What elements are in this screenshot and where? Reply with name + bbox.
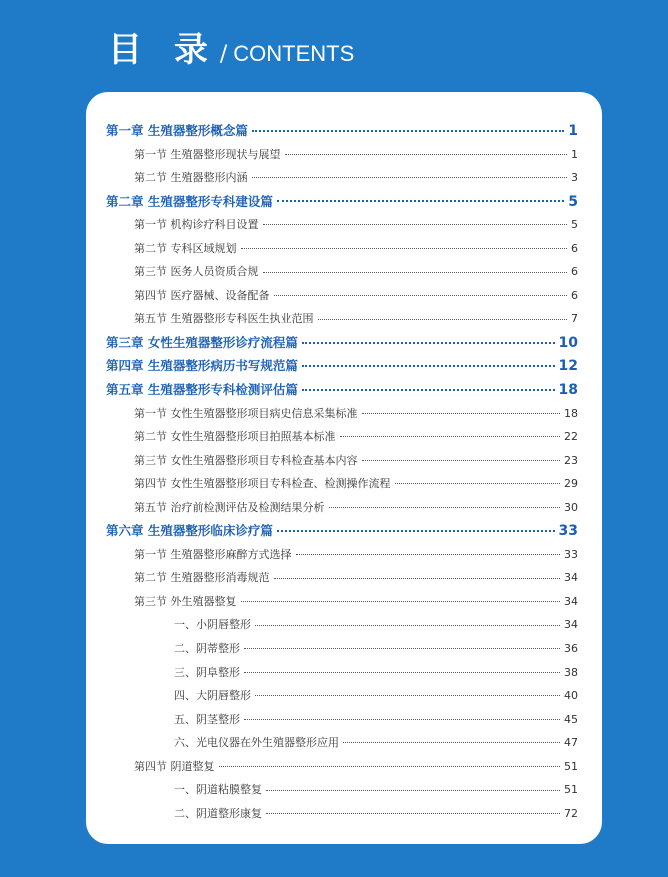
toc-entry-page-number: 23	[564, 453, 578, 467]
toc-entry-sub[interactable]	[106, 731, 578, 755]
dot-leader	[266, 813, 560, 814]
toc-entry-section[interactable]	[106, 213, 578, 237]
toc-entry-page-number: 1	[568, 123, 578, 139]
title-chinese: 目 录	[108, 30, 218, 70]
toc-entry-title: 第三节 女性生殖器整形项目专科检查基本内容	[134, 453, 358, 467]
toc-entry-title: 第一节 生殖器整形现状与展望	[134, 147, 281, 161]
dot-leader	[274, 295, 568, 296]
dot-leader	[241, 248, 568, 249]
dot-leader	[362, 413, 561, 414]
toc-entry-title: 五、阴茎整形	[174, 712, 240, 726]
dot-leader	[219, 766, 561, 767]
toc-entry-section[interactable]	[106, 166, 578, 190]
toc-entry-page-number: 45	[564, 712, 578, 726]
toc-entry-sub[interactable]	[106, 613, 578, 637]
toc-entry-chapter[interactable]	[106, 190, 578, 214]
toc-entry-page-number: 72	[564, 806, 578, 820]
toc-entry-title: 三、阴阜整形	[174, 665, 240, 679]
toc-entry-sub[interactable]	[106, 661, 578, 685]
toc-entry-title: 第五节 生殖器整形专科医生执业范围	[134, 312, 314, 326]
dot-leader	[296, 554, 561, 555]
dot-leader	[241, 601, 561, 602]
dot-leader	[266, 790, 560, 791]
dot-leader	[255, 695, 560, 696]
toc-entry-page-number: 6	[571, 288, 578, 302]
toc-entry-page-number: 12	[558, 358, 578, 375]
toc-entry-title: 六、光电仪器在外生殖器整形应用	[174, 736, 339, 750]
toc-entry-chapter[interactable]	[106, 331, 578, 355]
toc-entry-page-number: 51	[564, 759, 578, 773]
dot-leader	[252, 177, 568, 178]
toc-entry-chapter[interactable]	[106, 378, 578, 402]
toc-entry-title: 第二节 专科区域规划	[134, 241, 237, 255]
toc-entry-page-number: 51	[564, 783, 578, 797]
toc-entry-sub[interactable]	[106, 778, 578, 802]
toc-entry-sub[interactable]	[106, 684, 578, 708]
toc-entry-title: 一、小阴唇整形	[174, 618, 251, 632]
dot-leader	[274, 578, 561, 579]
toc-entry-page-number: 6	[571, 265, 578, 279]
toc-entry-sub[interactable]	[106, 637, 578, 661]
toc-entry-title: 第一节 生殖器整形麻醉方式选择	[134, 547, 292, 561]
toc-entry-title: 第三节 外生殖器整复	[134, 594, 237, 608]
toc-entry-page-number: 22	[564, 430, 578, 444]
dot-leader	[318, 319, 568, 320]
dot-leader	[277, 200, 564, 202]
toc-entry-section[interactable]	[106, 143, 578, 167]
toc-entry-page-number: 5	[571, 218, 578, 232]
toc-entry-title: 第四节 医疗器械、设备配备	[134, 288, 270, 302]
toc-entry-section[interactable]	[106, 496, 578, 520]
toc-entry-title: 第一章 生殖器整形概念篇	[106, 123, 248, 138]
toc-entry-title: 第二节 生殖器整形消毒规范	[134, 571, 270, 585]
toc-entry-section[interactable]	[106, 755, 578, 779]
dot-leader	[343, 742, 560, 743]
dot-leader	[255, 625, 560, 626]
dot-leader	[244, 672, 560, 673]
title-english: CONTENTS	[233, 41, 355, 66]
toc-entry-title: 第二节 生殖器整形内涵	[134, 171, 248, 185]
toc-entry-title: 第五章 生殖器整形专科检测评估篇	[106, 382, 298, 398]
toc-entry-page-number: 7	[571, 312, 578, 326]
dot-leader	[244, 648, 560, 649]
toc-entry-page-number: 30	[564, 500, 578, 514]
toc-entry-page-number: 29	[564, 477, 578, 491]
toc-entry-page-number: 38	[564, 665, 578, 679]
toc-entry-page-number: 6	[571, 241, 578, 255]
toc-entry-page-number: 34	[564, 594, 578, 608]
dot-leader	[329, 507, 561, 508]
toc-entry-page-number: 40	[564, 689, 578, 703]
toc-entry-page-number: 36	[564, 642, 578, 656]
toc-entry-title: 一、阴道粘膜整复	[174, 783, 262, 797]
table-of-contents	[106, 119, 578, 825]
toc-entry-page-number: 34	[564, 571, 578, 585]
toc-entry-section[interactable]	[106, 307, 578, 331]
toc-entry-title: 四、大阴唇整形	[174, 689, 251, 703]
toc-entry-section[interactable]	[106, 237, 578, 261]
dot-leader	[302, 342, 555, 344]
dot-leader	[362, 460, 561, 461]
toc-entry-page-number: 18	[564, 406, 578, 420]
toc-entry-title: 二、阴蒂整形	[174, 642, 240, 656]
dot-leader	[252, 130, 564, 132]
toc-entry-title: 第三节 医务人员资质合规	[134, 265, 259, 279]
toc-entry-chapter[interactable]	[106, 354, 578, 378]
toc-entry-page-number: 5	[568, 193, 578, 210]
toc-entry-sub[interactable]	[106, 802, 578, 826]
toc-entry-title: 第六章 生殖器整形临床诊疗篇	[106, 523, 273, 539]
dot-leader	[263, 224, 568, 225]
dot-leader	[302, 389, 555, 391]
toc-entry-title: 二、阴道整形康复	[174, 806, 262, 820]
toc-entry-sub[interactable]	[106, 708, 578, 732]
toc-entry-title: 第一节 机构诊疗科目设置	[134, 218, 259, 232]
toc-entry-section[interactable]	[106, 543, 578, 567]
page-header	[108, 22, 354, 71]
toc-entry-section[interactable]	[106, 260, 578, 284]
toc-entry-title: 第二节 女性生殖器整形项目拍照基本标准	[134, 430, 336, 444]
toc-entry-page-number: 33	[558, 523, 578, 540]
toc-entry-title: 第五节 治疗前检测评估及检测结果分析	[134, 500, 325, 514]
dot-leader	[285, 154, 568, 155]
toc-entry-page-number: 34	[564, 618, 578, 632]
dot-leader	[340, 436, 561, 437]
toc-entry-page-number: 3	[571, 171, 578, 185]
toc-entry-title: 第一节 女性生殖器整形项目病史信息采集标准	[134, 406, 358, 420]
toc-entry-page-number: 33	[564, 547, 578, 561]
dot-leader	[302, 365, 555, 367]
toc-entry-title: 第四节 阴道整复	[134, 759, 215, 773]
toc-entry-section[interactable]	[106, 566, 578, 590]
toc-entry-section[interactable]	[106, 402, 578, 426]
dot-leader	[244, 719, 560, 720]
toc-entry-section[interactable]	[106, 590, 578, 614]
toc-entry-title: 第三章 女性生殖器整形诊疗流程篇	[106, 334, 298, 350]
toc-entry-section[interactable]	[106, 284, 578, 308]
toc-entry-page-number: 10	[558, 334, 578, 351]
dot-leader	[263, 272, 568, 273]
toc-entry-chapter[interactable]	[106, 119, 578, 143]
title-separator: /	[219, 42, 228, 67]
toc-entry-section[interactable]	[106, 425, 578, 449]
toc-entry-title: 第四章 生殖器整形病历书写规范篇	[106, 358, 298, 374]
toc-entry-chapter[interactable]	[106, 519, 578, 543]
dot-leader	[395, 483, 561, 484]
toc-entry-section[interactable]	[106, 449, 578, 473]
toc-entry-page-number: 47	[564, 736, 578, 750]
toc-entry-page-number: 18	[558, 382, 578, 399]
toc-entry-title: 第四节 女性生殖器整形项目专科检查、检测操作流程	[134, 477, 391, 491]
toc-entry-page-number: 1	[571, 147, 578, 161]
toc-entry-section[interactable]	[106, 472, 578, 496]
dot-leader	[277, 530, 555, 532]
toc-entry-title: 第二章 生殖器整形专科建设篇	[106, 193, 273, 209]
